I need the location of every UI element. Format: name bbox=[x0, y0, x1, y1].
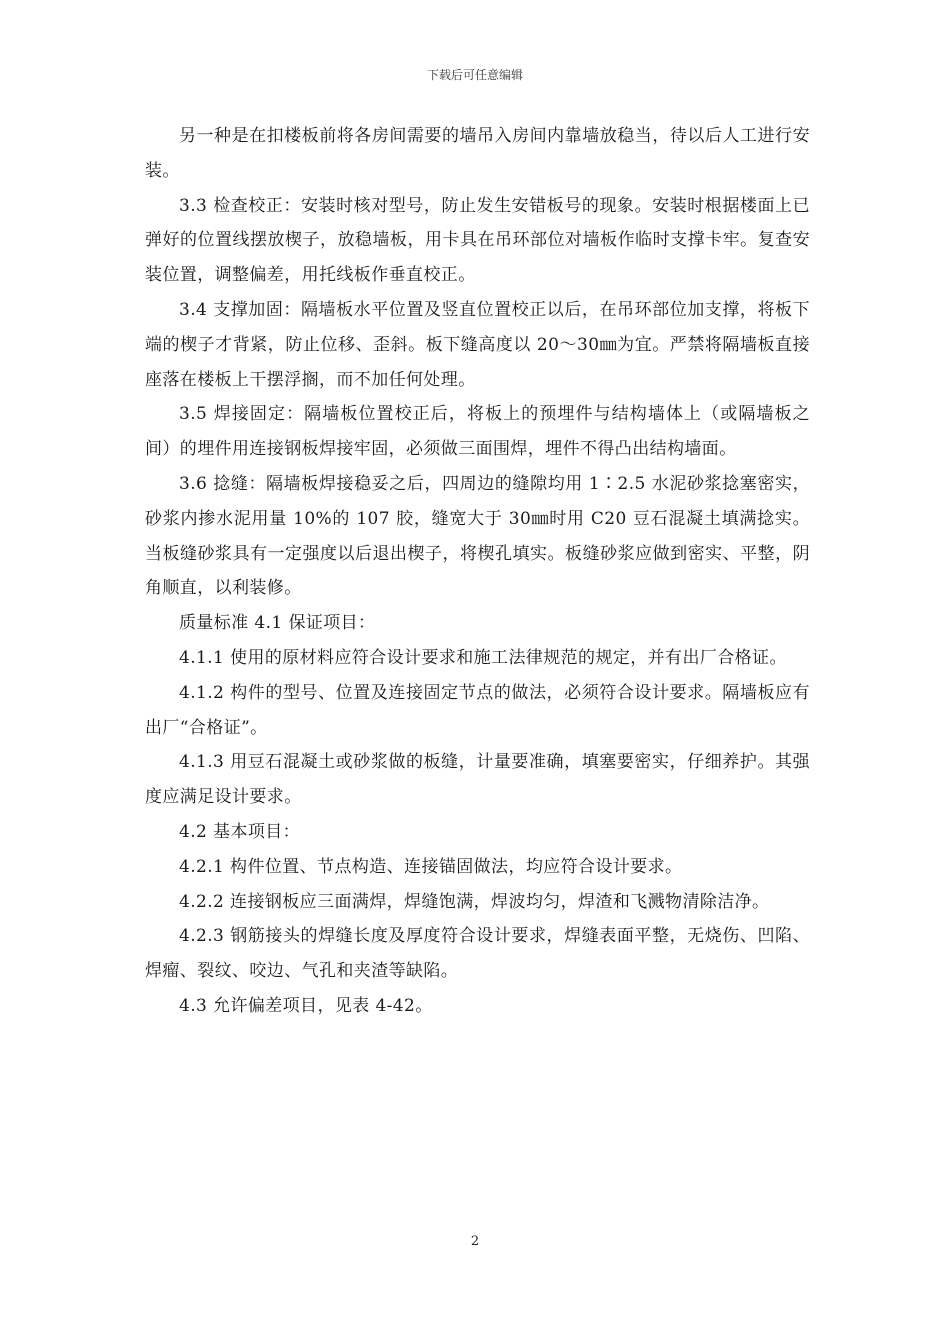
paragraph: 3.6 捻缝：隔墙板焊接稳妥之后，四周边的缝隙均用 1∶2.5 水泥砂浆捻塞密实，砂浆内掺水泥用量 10%的 107 胶，缝宽大于 30㎜时用 C20 豆石混凝土填满捻实。当板缝砂浆具有一定强度以后退出楔子，将楔孔填实。板缝砂浆应做到密实、平整，阴角顺直，以利装修。 bbox=[145, 473, 810, 599]
paragraph: 另一种是在扣楼板前将各房间需要的墙吊入房间内靠墙放稳当，待以后人工进行安装。 bbox=[145, 126, 810, 181]
paragraph: 4.2.2 连接钢板应三面满焊，焊缝饱满，焊波均匀，焊渣和飞溅物清除洁净。 bbox=[179, 891, 770, 912]
paragraph: 4.3 允许偏差项目，见表 4-42。 bbox=[179, 995, 433, 1016]
paragraph: 4.2.1 构件位置、节点构造、连接锚固做法，均应符合设计要求。 bbox=[179, 856, 683, 877]
page-number: 2 bbox=[470, 1234, 480, 1249]
section-heading: 质量标准 4.1 保证项目： bbox=[179, 613, 376, 634]
paragraph: 4.1.3 用豆石混凝土或砂浆做的板缝，计量要准确，填塞要密实，仔细养护。其强度应满足设计要求。 bbox=[145, 752, 810, 808]
paragraph: 3.4 支撑加固：隔墙板水平位置及竖直位置校正以后，在吊环部位加支撑，将板下端的楔子才背紧，防止位移、歪斜。板下缝高度以 20～30㎜为宜。严禁将隔墙板直接座落在楼板上干摆浮搁，而不加任何处理。 bbox=[145, 299, 810, 390]
paragraph: 4.2.3 钢筋接头的焊缝长度及厚度符合设计要求，焊缝表面平整，无烧伤、凹陷、焊瘤、裂纹、咬边、气孔和夹渣等缺陷。 bbox=[145, 926, 810, 982]
section-heading: 4.2 基本项目： bbox=[179, 821, 301, 842]
paragraph: 4.1.1 使用的原材料应符合设计要求和施工法律规范的规定，并有出厂合格证。 bbox=[179, 647, 787, 668]
paragraph: 3.5 焊接固定：隔墙板位置校正后，将板上的预埋件与结构墙体上（或隔墙板之间）的埋件用连接钢板焊接牢固，必须做三面围焊，埋件不得凸出结构墙面。 bbox=[145, 404, 810, 460]
document-body bbox=[145, 119, 810, 1024]
paragraph: 4.1.2 构件的型号、位置及连接固定节点的做法，必须符合设计要求。隔墙板应有出厂“合格证”。 bbox=[145, 682, 810, 738]
paragraph: 3.3 检查校正：安装时核对型号，防止发生安错板号的现象。安装时根据楼面上已弹好的位置线摆放楔子，放稳墙板，用卡具在吊环部位对墙板作临时支撑卡牢。复查安装位置，调整偏差，用托线板作垂直校正。 bbox=[145, 195, 810, 286]
page-header: 下载后可任意编辑 bbox=[426, 68, 523, 82]
